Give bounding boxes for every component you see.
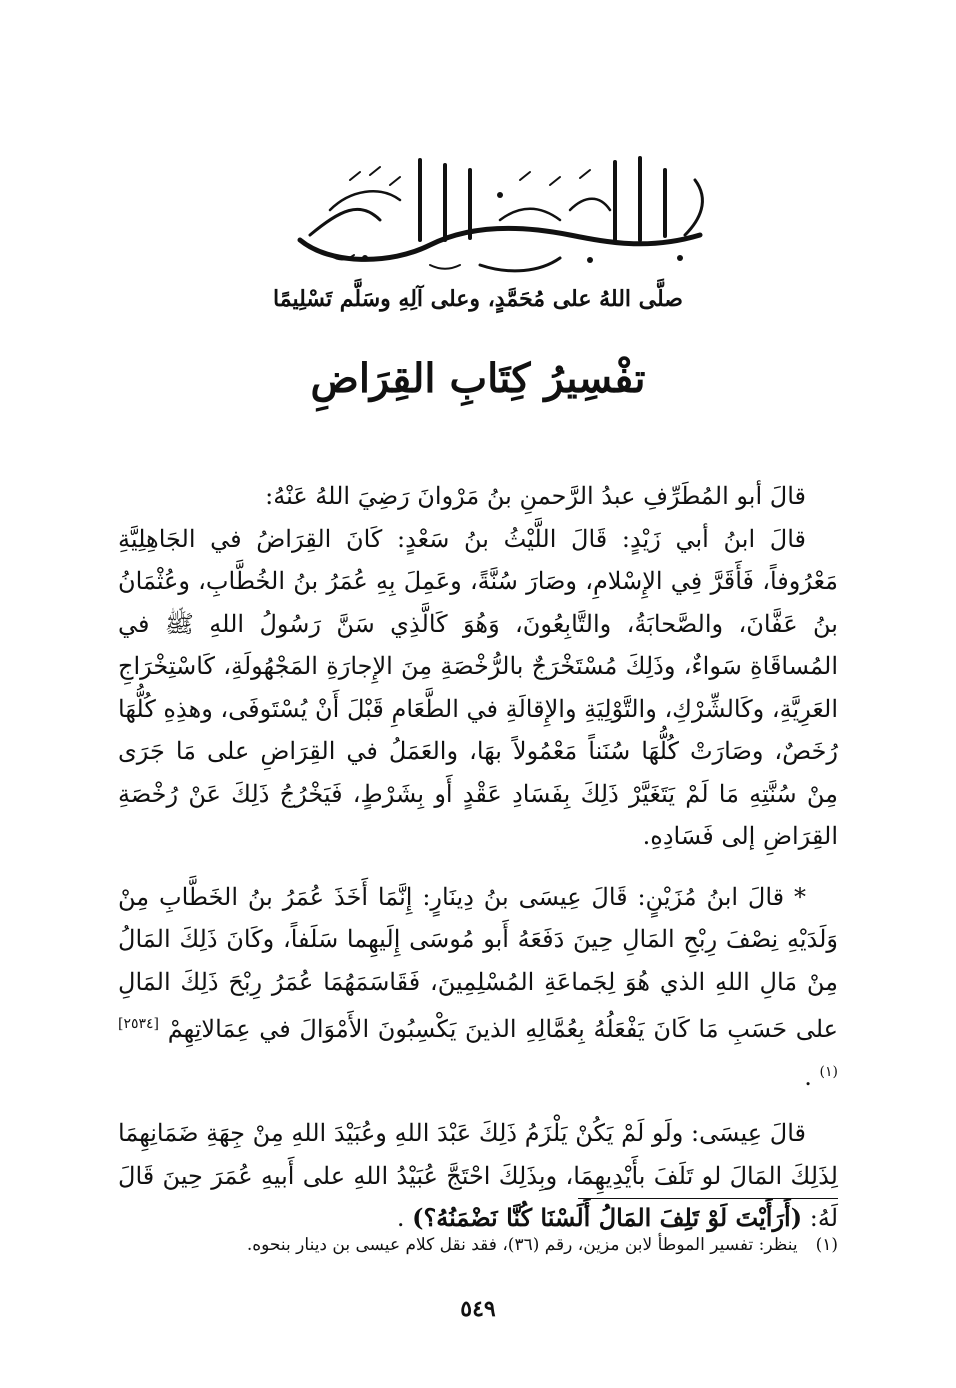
paragraph-4 <box>118 1112 838 1240</box>
footnote <box>118 1232 838 1258</box>
paragraph-4-text: قالَ عِيسَى: ولَو لَمْ يَكُنْ يَلْزَمُ ذَلِكَ عَبْدَ اللهِ وعُبَيْدَ اللهِ مِنْ جِهَةِ ضَمَانِهِمَا لِذَلِكَ المَالَ لو تَلَفَ بأَيْدِيهِمَا، وبِذَلِكَ احْتَجَّ عُبَيْدُ اللهِ على أَبيهِ عُمَرَ حِينَ قَالَ لَهُ: <box>118 1119 838 1232</box>
paragraph-2-text: قالَ ابنُ أبي زَيْدٍ: قَالَ اللَّيْثُ بنُ سَعْدٍ: كَانَ القِرَاضُ في الجَاهِلِيَّةِ مَعْرُوفاً، فَأَقَرَّ فِي الإِسْلامِ، وصَارَ سُنَّةً، وعَمِلَ بِهِ عُمَرُ بنُ الخُطَّابِ، وعُثْمَانُ بنُ عَفَّانَ، والصَّحابَةُ، والتَّابِعُونَ، وَهُوَ كَالَّذِي سَنَّ رَسُولُ اللهِ ﷺ في المُساقَاةِ سَواءٌ، وذَلِكَ مُسْتَخْرَجٌ بالرُّخْصَةِ مِنَ الإِجارَةِ المَجْهُولَةِ، كَاسْتِخْرَاجِ العَرِيَّةِ، وكَالشِّرْكِ، والتَّوْلِيَةِ والإِقالَةِ في الطَّعَامِ قَبْلَ أَنْ يُسْتَوفَى، وهذِهِ كُلُّهَا رُخَصٌ، وصَارَتْ كُلُّهَا سُنَناً مَعْمُولاً بهَا، والعَمَلُ في القِرَاضِ على مَا جَرَى مِنْ سُنَّتِهِ مَا لَمْ يَتَغَيَّرْ ذَلِكَ بِفَسَادِ عَقْدٍ أَو بِشَرْطٍ، فَيَخْرُجُ ذَلِكَ عَنْ رُخْصَةِ القِرَاضِ إلى فَسَادِهِ. <box>118 524 839 850</box>
quoted-speech: (أَرَأَيْتَ لَوْ تَلِفَ المَالُ أَلَسْنَا كُنَّا نَضْمَنُهُ؟) <box>412 1203 803 1232</box>
basmala-calligraphy-graphic <box>270 140 730 280</box>
manuscript-reference: [٢٥٣٤] <box>118 1016 160 1032</box>
paragraph-3-text: * قالَ ابنُ مُزَيْنٍ: قَالَ عِيسَى بنُ دِينَارٍ: إِنَّمَا أَخَذَ عُمَرُ بنُ الخَطَّابِ مِنْ وَلَدَيْهِ نِصْفَ رِبْحِ المَالِ حِينَ دَفَعَهُ أَبو مُوسَى إِلَيهِما سَلَفاً، وكَانَ ذَلِكَ المَالُ مِنْ مَالِ اللهِ الذي هُوَ لِجَماعَةِ المُسْلِمِينَ، فَقَاسَمَهُمَا عُمَرُ رِبْحَ ذَلِكَ المَالِ على حَسَبِ مَا كَانَ يَفْعَلُهُ بِعُمَّالِهِ الذينَ يَكْسِبُونَ الأَمْوَالَ في عِمَالاتِهِمْ <box>118 882 838 1043</box>
main-text <box>118 475 838 1240</box>
page-number: ٥٤٩ <box>460 1296 496 1322</box>
paragraph-1-text: قالَ أبو المُطَرِّفِ عبدُ الرَّحمنِ بنُ مَرْوانَ رَضِيَ اللهُ عَنْهُ: <box>265 482 806 510</box>
basmala-calligraphy <box>270 140 730 280</box>
paragraph-4-end: . <box>396 1204 405 1232</box>
salawat-line: صلَّى اللهُ على مُحَمَّدٍ، وعلى آلِهِ وسَلَّم تَسْلِيمًا <box>273 286 683 312</box>
footnote-text: ينظر: تفسير الموطأ لابن مزين، رقم (٣٦)، فقد نقل كلام عيسى بن دينار بنحوه. <box>246 1235 798 1255</box>
footnote-number: (١) <box>815 1235 838 1255</box>
paragraph-2 <box>118 518 838 858</box>
paragraph-3 <box>118 876 838 1099</box>
footnote-marker[interactable]: (١) <box>819 1063 838 1080</box>
paragraph-3-end: . <box>804 1062 812 1091</box>
footnote-separator <box>578 1198 838 1199</box>
chapter-title: تفْسِيرُ كِتَابِ القِرَاضِ <box>310 355 646 402</box>
paragraph-1 <box>118 475 838 518</box>
